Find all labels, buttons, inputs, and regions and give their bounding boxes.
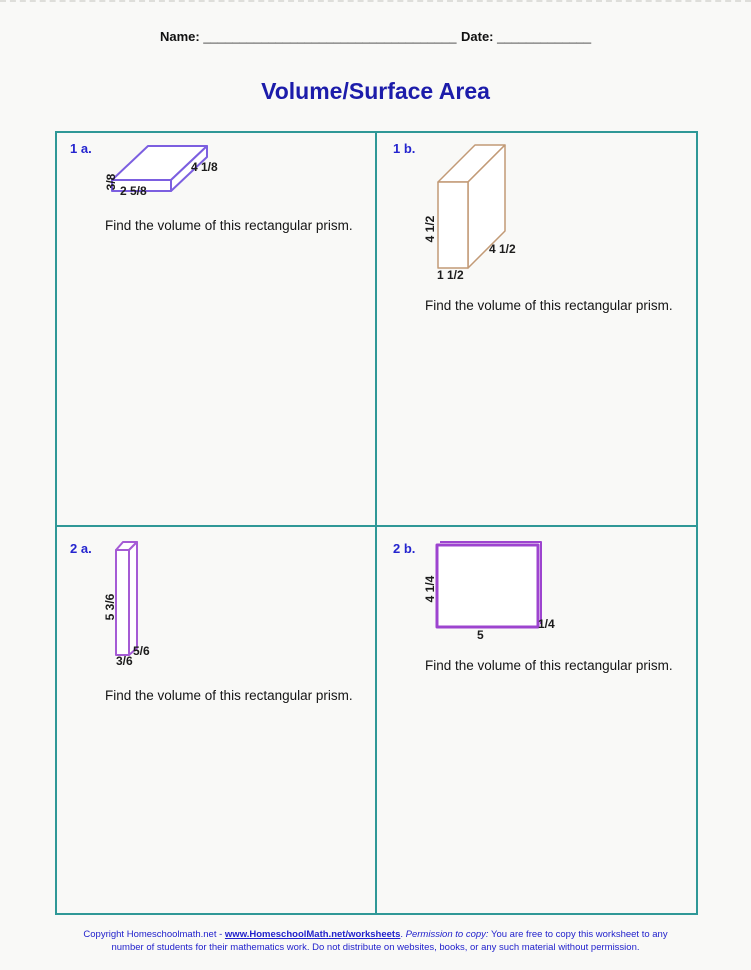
problem-prompt: Find the volume of this rectangular prism. — [105, 688, 353, 703]
problem-prompt: Find the volume of this rectangular prism. — [425, 658, 673, 673]
footer-line-1 — [0, 928, 751, 941]
footer-copyright — [0, 928, 751, 954]
dim-height-label: 4 1/2 — [423, 215, 437, 243]
page-top-edge — [0, 0, 751, 2]
name-label: Name: — [160, 29, 200, 44]
dim-width-label: 3/6 — [116, 654, 133, 668]
dim-depth-label: 4 1/2 — [489, 242, 516, 256]
problem-prompt: Find the volume of this rectangular prism. — [105, 218, 353, 233]
dim-width-label: 1 1/2 — [437, 268, 464, 282]
dim-depth-label: 1/4 — [538, 617, 555, 631]
page-title: Volume/Surface Area — [261, 78, 490, 104]
dim-width-label: 2 5/8 — [120, 184, 147, 198]
dim-width-label: 5 — [477, 628, 484, 642]
dim-depth-label: 4 1/8 — [191, 160, 218, 174]
prism-right-face — [129, 542, 137, 655]
problem-prompt: Find the volume of this rectangular prism. — [425, 298, 673, 313]
footer-line-2: number of students for their mathematics work. Do not distribute on websites, books, or any such material without permission. — [111, 942, 640, 953]
permission-label: Permission to copy: — [405, 929, 489, 940]
after-link-text: . — [400, 929, 406, 940]
problems-grid — [55, 131, 698, 915]
date-blank-line: _____________ — [497, 29, 592, 44]
problem-number: 1 b. — [393, 141, 416, 156]
prism-front-face — [438, 182, 468, 268]
problem-number: 1 a. — [70, 141, 92, 156]
dim-depth-label: 5/6 — [133, 644, 150, 658]
prism-figure-flat-rectangle — [432, 540, 547, 635]
date-label: Date: — [461, 29, 494, 44]
problem-cell-1b — [377, 133, 696, 527]
permission-text: You are free to copy this worksheet to any — [488, 929, 668, 940]
worksheets-link[interactable]: www.HomeschoolMath.net/worksheets — [224, 929, 401, 940]
problem-cell-2b — [377, 527, 696, 913]
problem-cell-2a — [57, 527, 377, 913]
name-blank-line: ___________________________________ — [203, 29, 457, 44]
dim-height-label: 3/8 — [104, 173, 118, 191]
name-field — [160, 29, 456, 44]
problem-cell-1a — [57, 133, 377, 527]
dim-height-label: 4 1/4 — [423, 575, 437, 603]
copyright-text: Copyright Homeschoolmath.net - — [83, 929, 225, 940]
problem-number: 2 b. — [393, 541, 416, 556]
problem-number: 2 a. — [70, 541, 92, 556]
prism-front-face — [437, 545, 538, 627]
prism-front-face — [116, 550, 129, 655]
dim-height-label: 5 3/6 — [103, 593, 117, 621]
date-field — [461, 29, 591, 44]
